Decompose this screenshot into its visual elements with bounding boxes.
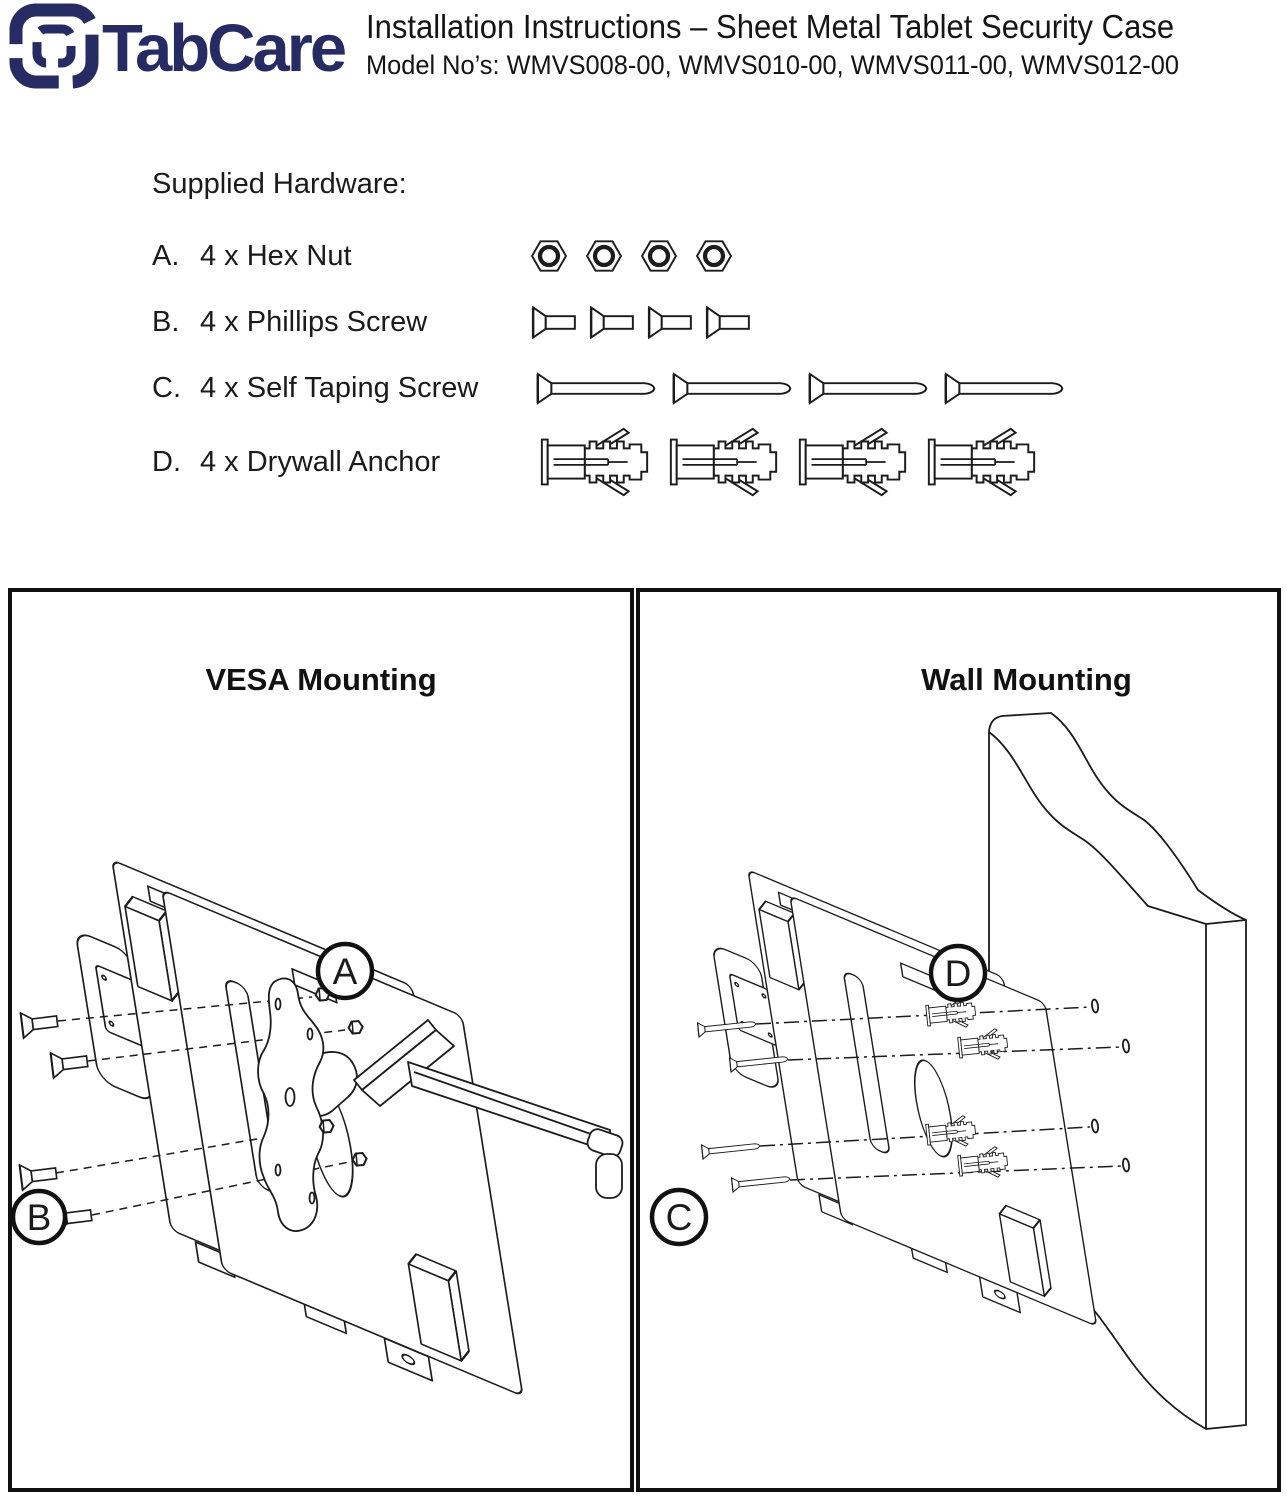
callout-d-letter: D	[944, 953, 972, 994]
wall-mounting-panel	[636, 588, 1281, 1492]
phillips-screw-icon	[588, 306, 635, 339]
callout-c	[652, 1190, 706, 1244]
document-title: Installation Instructions – Sheet Metal Tablet Security Case	[366, 8, 1175, 45]
hardware-item-label: 4 x Hex Nut	[200, 239, 352, 272]
self-taping-screw-icons	[534, 372, 1068, 405]
brand-name: TabCare	[102, 10, 345, 86]
phillips-screw-icon	[704, 306, 751, 339]
vesa-mounting-diagram	[12, 592, 630, 1488]
hardware-item-phillips-screw	[152, 296, 1247, 348]
drywall-anchor-icon	[792, 423, 913, 501]
hardware-item-id: B.	[152, 305, 180, 338]
hex-nut-icon	[530, 239, 568, 273]
hardware-heading: Supplied Hardware:	[152, 168, 407, 200]
callout-c-letter: C	[665, 1197, 693, 1238]
hardware-item-label: 4 x Self Taping Screw	[200, 371, 479, 404]
callout-d	[931, 946, 985, 1000]
drywall-anchor-icons	[534, 423, 1042, 501]
hex-nut-icon	[695, 239, 733, 273]
hardware-item-label: 4 x Drywall Anchor	[200, 445, 441, 478]
phillips-screw-icons	[530, 306, 751, 339]
model-numbers: Model No’s: WMVS008-00, WMVS010-00, WMVS011-00, WMVS012-00	[366, 50, 1179, 80]
drywall-anchor-icon	[921, 423, 1042, 501]
header-titles	[366, 8, 1179, 81]
vesa-mounting-panel	[8, 588, 634, 1492]
tabcare-logo	[8, 2, 344, 94]
wall-panel-title: Wall Mounting	[921, 662, 1132, 697]
self-taping-screw-icon	[942, 372, 1068, 405]
phillips-screw-icon	[530, 306, 577, 339]
hex-nut-icon	[640, 239, 678, 273]
wall-mounting-diagram	[640, 592, 1277, 1488]
callout-a	[318, 944, 372, 998]
hex-nut-icons	[530, 239, 733, 273]
callout-a-letter: A	[332, 951, 358, 992]
hardware-item-drywall-anchor	[152, 424, 1247, 500]
self-taping-screw-icon	[806, 372, 932, 405]
hex-nut-icon	[585, 239, 623, 273]
callout-b-letter: B	[26, 1197, 52, 1238]
self-taping-screw-icon	[534, 372, 660, 405]
hardware-item-id: A.	[152, 239, 180, 272]
callout-b	[13, 1191, 65, 1243]
drywall-anchor-icon	[534, 423, 655, 501]
tabcare-logo-icon	[8, 2, 100, 94]
hardware-item-label: 4 x Phillips Screw	[200, 305, 428, 338]
hardware-item-hex-nut	[152, 230, 1247, 282]
phillips-screw-icon	[646, 306, 693, 339]
hardware-item-id: C.	[152, 371, 181, 404]
hardware-item-id: D.	[152, 445, 181, 478]
drywall-anchor-icon	[663, 423, 784, 501]
self-taping-screw-icon	[670, 372, 796, 405]
hardware-item-self-taping-screw	[152, 362, 1247, 414]
vesa-panel-title: VESA Mounting	[205, 662, 437, 697]
